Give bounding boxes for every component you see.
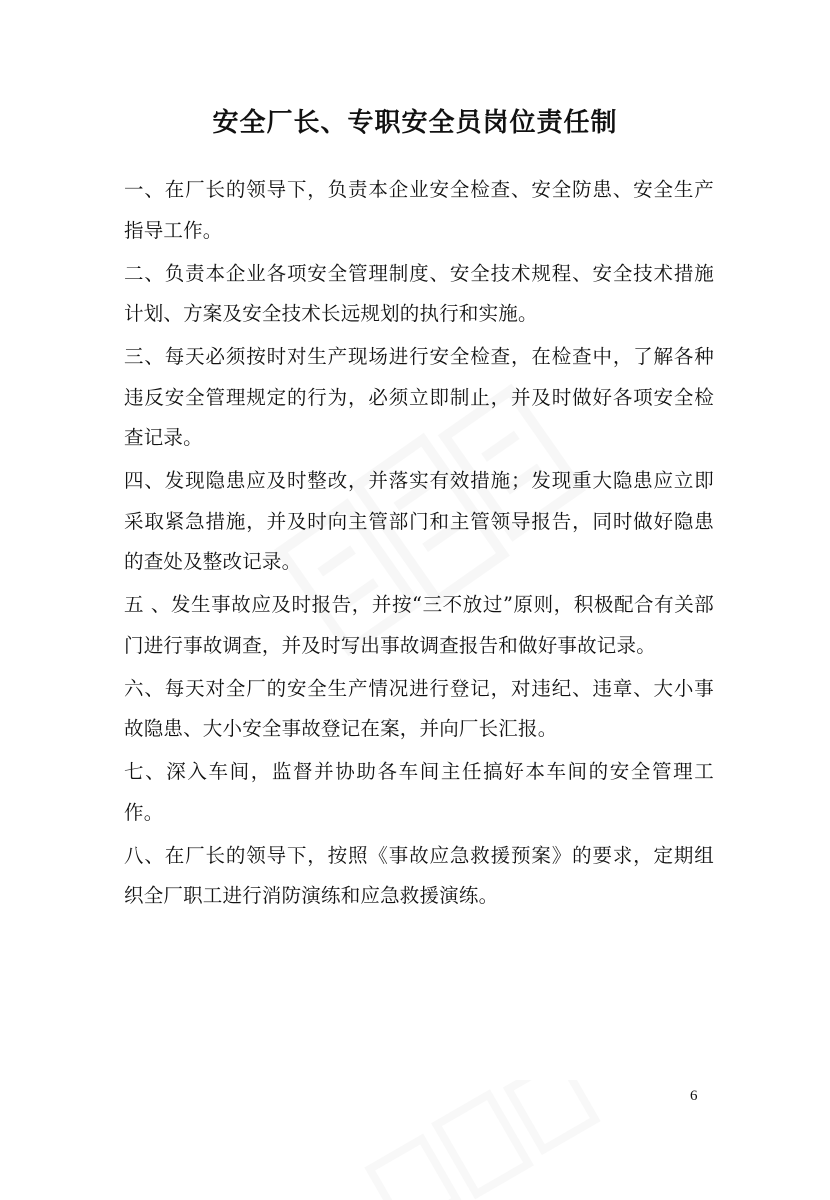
paragraph-5: 五 、发生事故应及时报告，并按“三不放过”原则，积极配合有关部门进行事故调查，并及时写出事故调查报告和做好事故记录。 — [124, 593, 714, 657]
watermark-logo-bottom — [330, 1080, 630, 1200]
paragraph-8: 八、在厂长的领导下，按照《事故应急救援预案》的要求，定期组织全厂职工进行消防演练和应急救援演练。 — [124, 843, 714, 907]
document-body — [124, 170, 714, 919]
paragraph-2: 二、负责本企业各项安全管理制度、安全技术规程、安全技术措施计划、方案及安全技术长远规划的执行和实施。 — [124, 261, 714, 325]
paragraph-4: 四、发现隐患应及时整改，并落实有效措施；发现重大隐患应立即采取紧急措施，并及时向主管部门和主管领导报告，同时做好隐患的查处及整改记录。 — [124, 469, 714, 573]
paragraph-6: 六、每天对全厂的安全生产情况进行登记，对违纪、违章、大小事故隐患、大小安全事故登记在案，并向厂长汇报。 — [124, 676, 714, 740]
paragraph-7: 七、深入车间，监督并协助各车间主任搞好本车间的安全管理工作。 — [124, 760, 714, 824]
paragraph-1: 一、在厂长的领导下，负责本企业安全检查、安全防患、安全生产指导工作。 — [124, 178, 714, 242]
page-number: 6 — [690, 1088, 698, 1104]
document-title: 安全厂长、专职安全员岗位责任制 — [212, 108, 618, 138]
paragraph-3: 三、每天必须按时对生产现场进行安全检查，在检查中，了解各种违反安全管理规定的行为，必须立即制止，并及时做好各项安全检查记录。 — [124, 345, 714, 449]
